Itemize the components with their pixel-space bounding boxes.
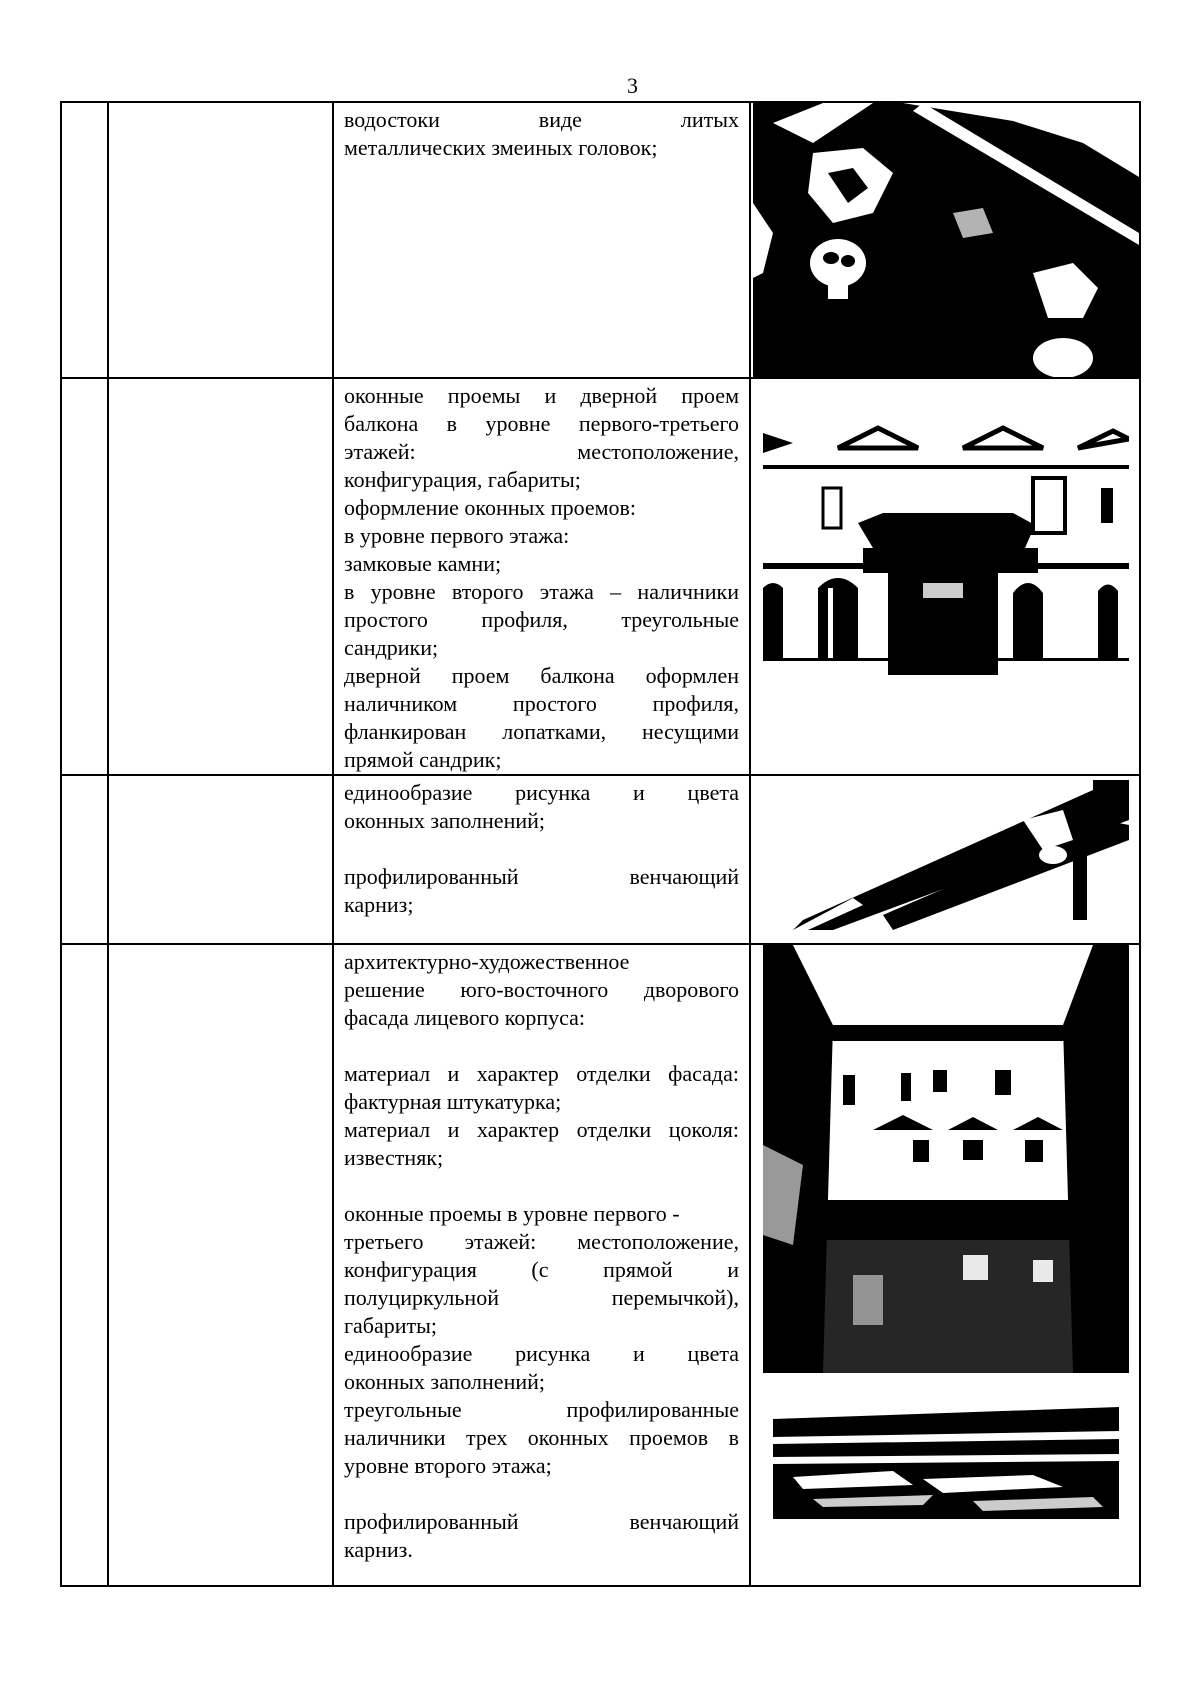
description-line [344,1480,739,1508]
description-line: замковые камни; [344,551,502,576]
number-cell [61,944,108,1586]
description-cell [333,102,750,378]
description-line: в уровне второго этажа – наличники [344,579,739,604]
description-line: третьего этажей: местоположение, [344,1229,739,1254]
photo-courtyard-facade [763,945,1129,1373]
photo-cell [750,775,1140,944]
description-line: металлических змеиных головок; [344,135,658,160]
description-line: этажей: местоположение, [344,439,739,464]
description-line: известняк; [344,1145,444,1170]
table-row [61,378,1140,775]
description-line: габариты; [344,1313,438,1338]
table-row [61,775,1140,944]
description-line: прямой сандрик; [344,747,502,772]
photo-cornice-corner [763,780,1129,930]
photo-facade-windows-balcony [763,413,1129,675]
description-line [344,835,739,863]
description-line: оконных заполнений; [344,808,545,833]
description-line: конфигурация, габариты; [344,467,581,492]
description-line: оформление оконных проемов: [344,495,637,520]
description-line: единообразие рисунка и цвета [344,780,739,805]
description-line: конфигурация (с прямой и [344,1257,739,1282]
description-cell [333,944,750,1586]
name-cell [108,944,333,1586]
description-line: единообразие рисунка и цвета [344,1341,739,1366]
description-line: архитектурно-художественное [344,949,630,974]
photo-cell [750,102,1140,378]
photo-cell [750,944,1140,1586]
description-line: простого профиля, треугольные [344,607,739,632]
description-cell [333,775,750,944]
description-line: полуциркульной перемычкой), [344,1285,739,1310]
description-line: наличники трех оконных проемов в [344,1425,739,1450]
description-line: материал и характер отделки фасада: [344,1061,739,1086]
photo-cell [750,378,1140,775]
description-line: карниз; [344,892,414,917]
description-line: в уровне первого этажа: [344,523,570,548]
description-line: балкона в уровне первого-третьего [344,411,739,436]
description-line: профилированный венчающий [344,864,739,889]
description-cell [333,378,750,775]
description-line: карниз. [344,1537,413,1562]
description-line: треугольные профилированные [344,1397,739,1422]
description-line: материал и характер отделки цоколя: [344,1117,739,1142]
description-line: профилированный венчающий [344,1509,739,1534]
description-line: водостоки виде литых [344,107,739,132]
name-cell [108,775,333,944]
description-line: фланкирован лопатками, несущими [344,719,739,744]
description-line: оконные проемы в уровне первого - [344,1201,680,1226]
table-row [61,944,1140,1586]
description-line: фактурная штукатурка; [344,1089,562,1114]
description-line: фасада лицевого корпуса: [344,1005,586,1030]
description-line: уровне второго этажа; [344,1453,552,1478]
description-line: решение юго-восточного дворового [344,977,739,1002]
description-line: наличником простого профиля, [344,691,739,716]
description-line: оконные проемы и дверной проем [344,383,739,408]
monument-elements-table [60,101,1141,1587]
name-cell [108,102,333,378]
description-line [344,1032,739,1060]
number-cell [61,378,108,775]
photo-cornice-detail [773,1399,1119,1519]
description-line: дверной проем балкона оформлен [344,663,739,688]
description-line: сандрики; [344,635,439,660]
description-line: оконных заполнений; [344,1369,545,1394]
page-number: 3 [627,73,638,98]
photo-drainpipe-serpent-heads [753,103,1139,377]
table-row [61,102,1140,378]
description-line [344,1172,739,1200]
number-cell [61,775,108,944]
name-cell [108,378,333,775]
number-cell [61,102,108,378]
